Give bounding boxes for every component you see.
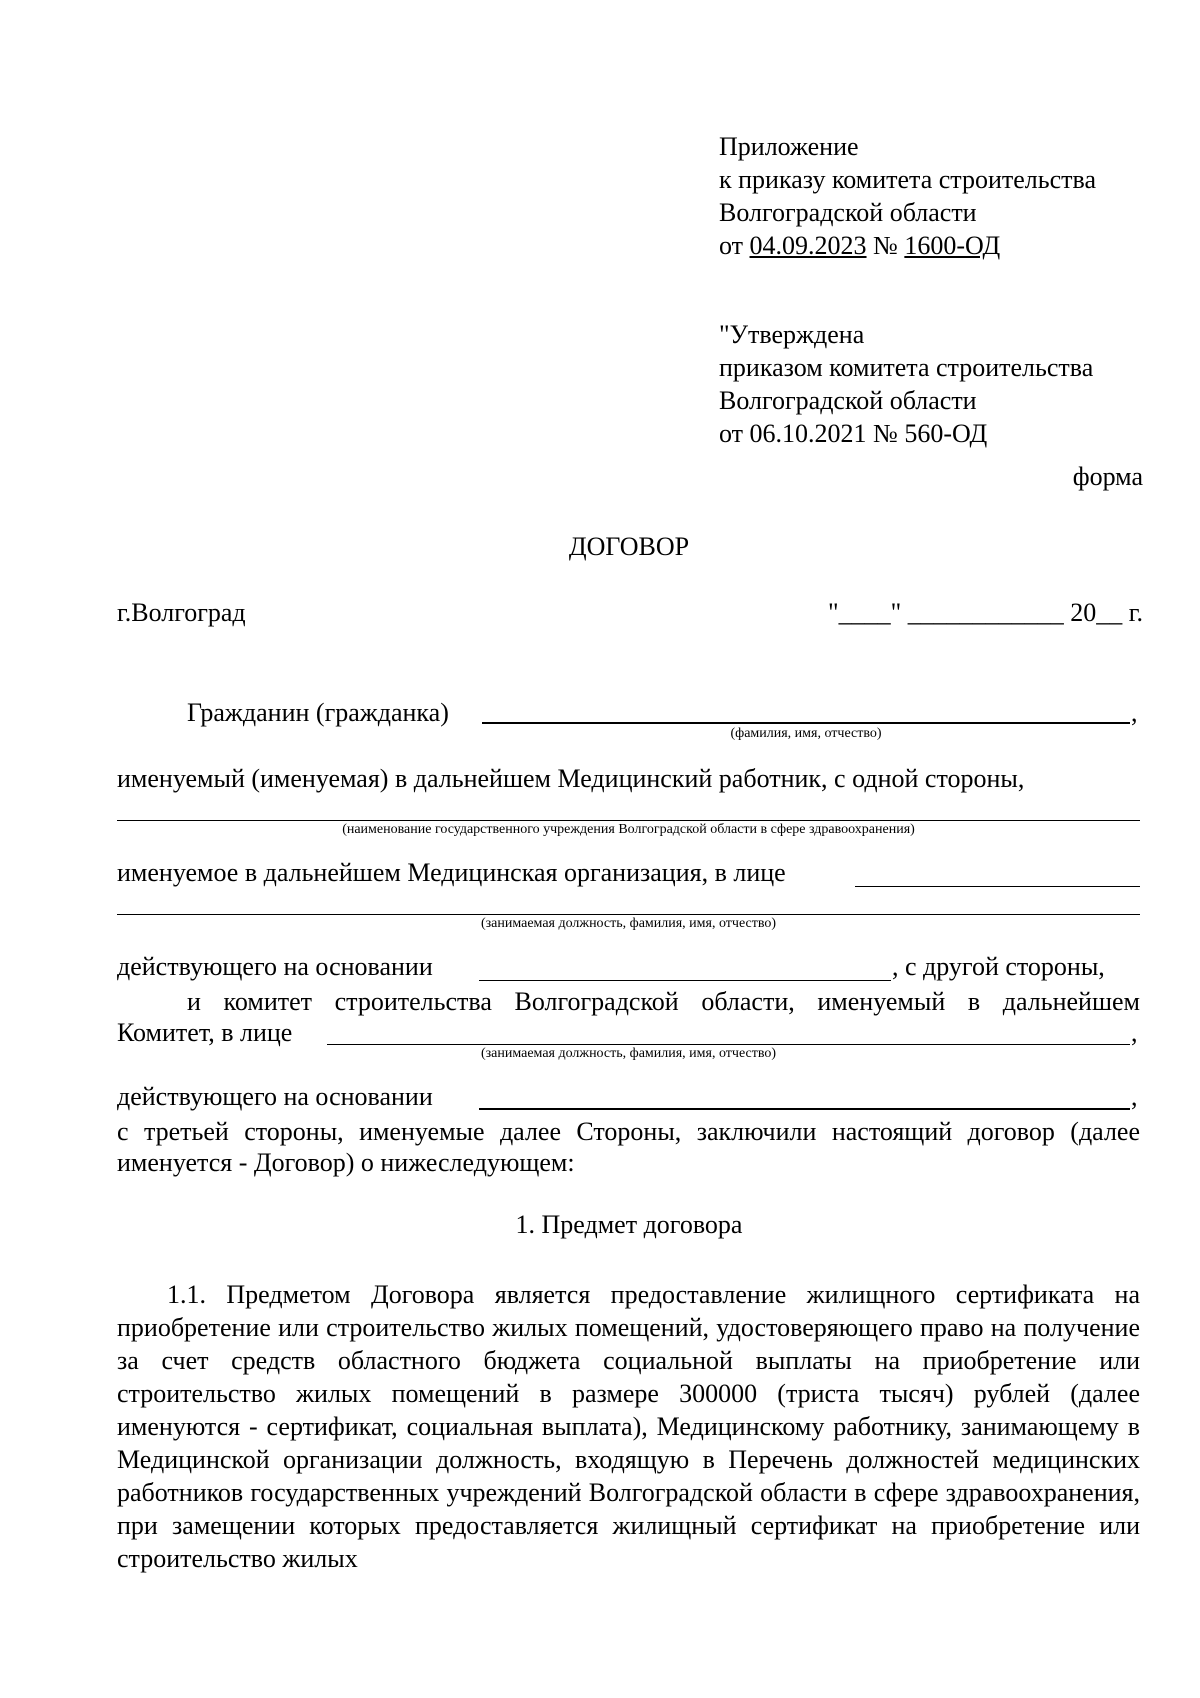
- committee-person-comma: ,: [1131, 1018, 1138, 1047]
- acting-basis-field-2[interactable]: [479, 1108, 1130, 1110]
- committee-person-caption: (занимаемая должность, фамилия, имя, отчество): [480, 1046, 777, 1061]
- acting-basis-field-1[interactable]: [479, 980, 891, 981]
- section-1-title: 1. Предмет договора: [515, 1210, 743, 1239]
- committee-line: и комитет строительства Волгоградской области, именуемый в дальнейшем: [187, 987, 1140, 1016]
- institution-name-field[interactable]: [117, 820, 1140, 821]
- approval-line-3: Волгоградской области: [719, 386, 977, 415]
- committee-person-field[interactable]: [327, 1044, 1130, 1045]
- third-party-line-2: именуется - Договор) о нижеследующем:: [117, 1148, 575, 1177]
- appendix-header: [719, 130, 1096, 262]
- acting-basis-label-1: действующего на основании: [117, 952, 433, 981]
- order-number-prefix: №: [866, 231, 905, 260]
- other-side-text: , с другой стороны,: [892, 952, 1105, 981]
- citizen-caption: (фамилия, имя, отчество): [730, 726, 882, 741]
- org-position-caption: (занимаемая должность, фамилия, имя, отчество): [480, 916, 777, 931]
- contract-date-field[interactable]: "____" ____________ 20__ г.: [828, 598, 1143, 627]
- appendix-line-4: [719, 229, 1096, 262]
- approval-line-2: приказом комитета строительства: [719, 353, 1094, 382]
- document-title: ДОГОВОР: [568, 532, 690, 561]
- org-representative-field[interactable]: [855, 886, 1140, 887]
- approval-line-4: от 06.10.2021 № 560-ОД: [719, 419, 988, 448]
- approval-block: [719, 318, 1093, 450]
- worker-reference: именуемый (именуемая) в дальнейшем Медицинский работник, с одной стороны,: [117, 764, 1025, 793]
- form-label: форма: [1072, 462, 1143, 491]
- appendix-line-2: к приказу комитета строительства: [719, 165, 1097, 194]
- order-date: 04.09.2023: [749, 231, 867, 260]
- citizen-label: Гражданин (гражданка): [187, 698, 449, 727]
- acting-basis-comma-2: ,: [1131, 1082, 1138, 1111]
- clause-1-1: 1.1. Предметом Договора является предоставление жилищного сертификата на приобретение или строительство жилых помещений, удостоверяющего право на получение за счет средств областного бюджета социальной выплаты на приобретение или строительство жилых помещений в размере 300000 (триста тысяч) рублей (далее именуются - сертификат, социальная выплата), Медицинскому работнику, занимающему в Медицинской организации должность, входящую в Перечень должностей медицинских работников государственных учреждений Волгоградской области в сфере здравоохранения, при замещении которых предоставляется жилищный сертификат на приобретение или строительство жилых: [117, 1280, 1140, 1573]
- committee-person-label: Комитет, в лице: [117, 1018, 293, 1047]
- third-party-line: с третьей стороны, именуемые далее Стороны, заключили настоящий договор (далее: [117, 1117, 1140, 1146]
- approval-line-1: "Утверждена: [719, 320, 865, 349]
- institution-caption: (наименование государственного учреждения Волгоградской области в сфере здравоохранения): [342, 822, 915, 837]
- citizen-comma: ,: [1131, 698, 1138, 727]
- citizen-name-field[interactable]: [482, 722, 1130, 724]
- appendix-line-1: Приложение: [719, 132, 859, 161]
- org-position-field[interactable]: [117, 914, 1140, 915]
- city: г.Волгоград: [117, 598, 246, 627]
- order-date-prefix: от: [719, 231, 750, 260]
- org-reference: именуемое в дальнейшем Медицинская организация, в лице: [117, 858, 786, 887]
- order-number: 1600-ОД: [904, 231, 1001, 260]
- appendix-line-3: Волгоградской области: [719, 198, 977, 227]
- acting-basis-label-2: действующего на основании: [117, 1082, 433, 1111]
